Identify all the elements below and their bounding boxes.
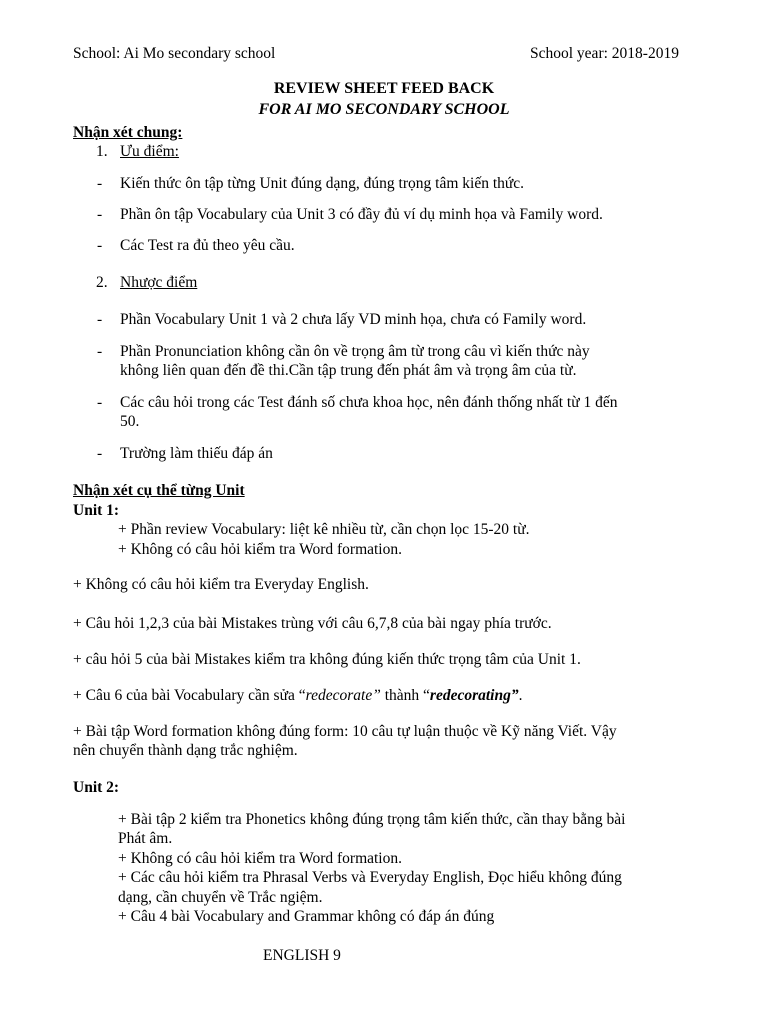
bullet-dash: - [97, 445, 103, 462]
unit-2-comment: + Câu 4 bài Vocabulary and Grammar không có đáp án đúng [118, 908, 495, 925]
section-1-number: 1. [96, 143, 108, 160]
bullet-dash: - [97, 237, 103, 254]
unit-1-comment: + Bài tập Word formation không đúng form: 10 câu tự luận thuộc về Kỹ năng Viết. Vậy [73, 723, 617, 740]
list-item: Các Test ra đủ theo yêu cầu. [120, 237, 295, 254]
unit-1-comment: + Phần review Vocabulary: liệt kê nhiều từ, cần chọn lọc 15-20 từ. [118, 521, 530, 538]
comment-text: . [518, 687, 523, 704]
bullet-dash: - [97, 343, 103, 360]
corrected-word: redecorating” [429, 687, 519, 704]
section-1-title: Ưu điểm: [120, 143, 179, 160]
school-year: School year: 2018-2019 [530, 45, 679, 62]
unit-2-comment: + Các câu hỏi kiểm tra Phrasal Verbs và Everyday English, Đọc hiểu không đúng [118, 869, 622, 886]
document-subtitle: FOR AI MO SECONDARY SCHOOL [258, 101, 510, 118]
list-item-continuation: không liên quan đến đề thi.Cần tập trung đến phát âm và trọng âm của từ. [120, 362, 577, 379]
list-item: Kiến thức ôn tập từng Unit đúng dạng, đúng trọng tâm kiến thức. [120, 175, 525, 192]
section-2-title: Nhược điểm [120, 274, 198, 291]
unit-2-comment: + Không có câu hỏi kiểm tra Word formation. [118, 850, 402, 867]
unit-1-comment-continuation: nên chuyển thành dạng trắc nghiệm. [73, 742, 298, 759]
page-footer: ENGLISH 9 [263, 947, 341, 964]
document-title: REVIEW SHEET FEED BACK [273, 80, 495, 97]
list-item: Phần Vocabulary Unit 1 và 2 chưa lấy VD minh họa, chưa có Family word. [120, 311, 587, 328]
bullet-dash: - [97, 394, 103, 411]
bullet-dash: - [97, 175, 103, 192]
general-heading: Nhận xét chung: [73, 124, 183, 141]
list-item: Trường làm thiếu đáp án [120, 445, 273, 462]
unit-1-comment: + câu hỏi 5 của bài Mistakes kiểm tra không đúng kiến thức trọng tâm của Unit 1. [73, 651, 581, 668]
comment-text: thành “ [380, 687, 430, 704]
comment-text: + Câu 6 của bài Vocabulary cần sửa “ [73, 687, 306, 704]
section-2-number: 2. [96, 274, 108, 291]
unit-1-comment: + Không có câu hỏi kiểm tra Everyday English. [73, 576, 369, 593]
list-item-continuation: 50. [120, 413, 140, 430]
list-item: Phần ôn tập Vocabulary của Unit 3 có đầy đủ ví dụ minh họa và Family word. [120, 206, 603, 223]
unit-2-label: Unit 2: [73, 779, 120, 796]
bullet-dash: - [97, 311, 103, 328]
unit-1-label: Unit 1: [73, 502, 120, 519]
bullet-dash: - [97, 206, 103, 223]
unit-1-comment [73, 686, 522, 706]
original-word: redecorate” [305, 687, 381, 704]
unit-1-comment: + Câu hỏi 1,2,3 của bài Mistakes trùng với câu 6,7,8 của bài ngay phía trước. [73, 615, 552, 632]
unit-1-comment: + Không có câu hỏi kiểm tra Word formation. [118, 541, 402, 558]
list-item: Phần Pronunciation không cần ôn về trọng âm từ trong câu vì kiến thức này [120, 343, 590, 360]
list-item: Các câu hỏi trong các Test đánh số chưa khoa học, nên đánh thống nhất từ 1 đến [120, 394, 618, 411]
unit-2-comment-continuation: dạng, cần chuyển về Trắc ngiệm. [118, 889, 323, 906]
unit-2-comment: + Bài tập 2 kiểm tra Phonetics không đúng trọng tâm kiến thức, cần thay bằng bài [118, 811, 626, 828]
detail-heading: Nhận xét cụ thể từng Unit [73, 482, 245, 499]
school-name: School: Ai Mo secondary school [73, 45, 276, 62]
unit-2-comment-continuation: Phát âm. [118, 830, 173, 847]
